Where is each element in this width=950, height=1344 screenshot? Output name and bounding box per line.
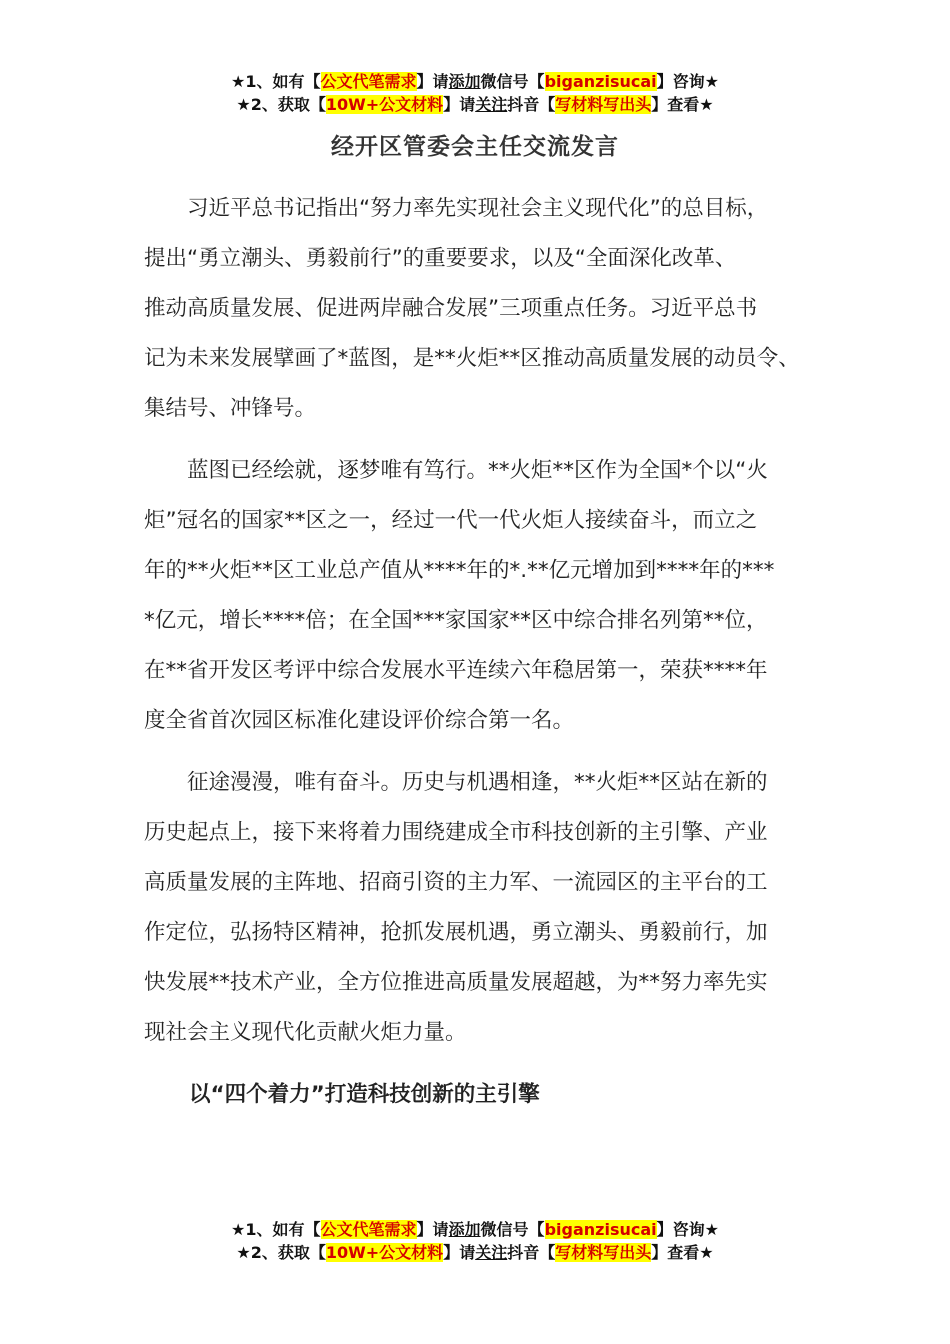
text-line: 快发展**技术产业，全方位推进高质量发展超越，为**努力率先实 bbox=[144, 970, 768, 995]
text-line: 在**省开发区考评中综合发展水平连续六年稳居第一，荣获****年 bbox=[144, 658, 768, 683]
footer-promo-banner bbox=[0, 1218, 950, 1264]
section-heading: 以“四个着力”打造科技创新的主引擎 bbox=[189, 1082, 540, 1107]
promo-text: ★1、如有【 bbox=[231, 1220, 321, 1239]
promo-highlight: 10W+公文材料 bbox=[325, 95, 444, 114]
paragraph-1 bbox=[144, 184, 824, 434]
text-line: 提出“勇立潮头、勇毅前行”的重要要求，以及“全面深化改革、 bbox=[144, 246, 737, 271]
document-title: 经开区管委会主任交流发言 bbox=[331, 134, 619, 160]
text-line: 习近平总书记指出“努力率先实现社会主义现代化”的总目标， bbox=[144, 196, 769, 221]
promo-line-1 bbox=[0, 70, 950, 93]
promo-text: 】请 bbox=[443, 95, 476, 114]
text-line: *亿元，增长****倍；在全国***家国家**区中综合排名列第**位， bbox=[144, 608, 768, 633]
text-line: 高质量发展的主阵地、招商引资的主力军、一流园区的主平台的工 bbox=[144, 870, 768, 895]
paragraph-3 bbox=[144, 758, 824, 1058]
promo-highlight: 10W+公文材料 bbox=[325, 1243, 444, 1262]
promo-text: 】请 bbox=[443, 1243, 476, 1262]
text-line: 度全省首次园区标准化建设评价综合第一名。 bbox=[144, 708, 575, 733]
text-line: 年的**火炬**区工业总产值从****年的*.**亿元增加到****年的*** bbox=[144, 558, 775, 583]
promo-underline: 添加 bbox=[448, 72, 481, 91]
text-line: 记为未来发展擘画了*蓝图，是**火炬**区推动高质量发展的动员令、 bbox=[144, 346, 800, 371]
text-line: 蓝图已经绘就，逐梦唯有笃行。**火炬**区作为全国*个以“火 bbox=[144, 458, 768, 483]
promo-underline: 关注 bbox=[475, 1243, 508, 1262]
text-line: 现社会主义现代化贡献火炬力量。 bbox=[144, 1020, 467, 1045]
promo-text: 微信号【 bbox=[480, 72, 545, 91]
promo-text: 微信号【 bbox=[480, 1220, 545, 1239]
promo-line-1 bbox=[0, 1218, 950, 1241]
promo-wechat-id: biganzisucai bbox=[544, 1220, 657, 1239]
promo-text: 】查看★ bbox=[651, 1243, 714, 1262]
promo-text: ★2、获取【 bbox=[236, 1243, 326, 1262]
promo-text: 】咨询★ bbox=[656, 72, 719, 91]
text-line: 历史起点上，接下来将着力围绕建成全市科技创新的主引擎、产业 bbox=[144, 820, 768, 845]
promo-text: 】查看★ bbox=[651, 95, 714, 114]
promo-text: ★1、如有【 bbox=[231, 72, 321, 91]
text-line: 作定位，弘扬特区精神，抢抓发展机遇，勇立潮头、勇毅前行，加 bbox=[144, 920, 768, 945]
text-line: 推动高质量发展、促进两岸融合发展”三项重点任务。习近平总书 bbox=[144, 296, 758, 321]
promo-underline: 添加 bbox=[448, 1220, 481, 1239]
text-line: 炬”冠名的国家**区之一，经过一代一代火炬人接续奋斗，而立之 bbox=[144, 508, 758, 533]
text-line: 集结号、冲锋号。 bbox=[144, 396, 317, 421]
promo-underline: 关注 bbox=[475, 95, 508, 114]
promo-highlight: 公文代笔需求 bbox=[320, 1220, 417, 1239]
promo-line-2 bbox=[0, 93, 950, 116]
promo-text: ★2、获取【 bbox=[236, 95, 326, 114]
promo-text: 】请 bbox=[416, 72, 449, 91]
promo-text: 】请 bbox=[416, 1220, 449, 1239]
header-promo-banner bbox=[0, 70, 950, 116]
promo-highlight: 公文代笔需求 bbox=[320, 72, 417, 91]
promo-line-2 bbox=[0, 1241, 950, 1264]
promo-text: 】咨询★ bbox=[656, 1220, 719, 1239]
paragraph-2 bbox=[144, 446, 824, 746]
promo-text: 抖音【 bbox=[507, 1243, 556, 1262]
document-body bbox=[144, 184, 824, 1120]
promo-text: 抖音【 bbox=[507, 95, 556, 114]
promo-douyin-id: 写材料写出头 bbox=[555, 95, 652, 114]
text-line: 征途漫漫，唯有奋斗。历史与机遇相逢，**火炬**区站在新的 bbox=[144, 770, 768, 795]
promo-wechat-id: biganzisucai bbox=[544, 72, 657, 91]
promo-douyin-id: 写材料写出头 bbox=[555, 1243, 652, 1262]
